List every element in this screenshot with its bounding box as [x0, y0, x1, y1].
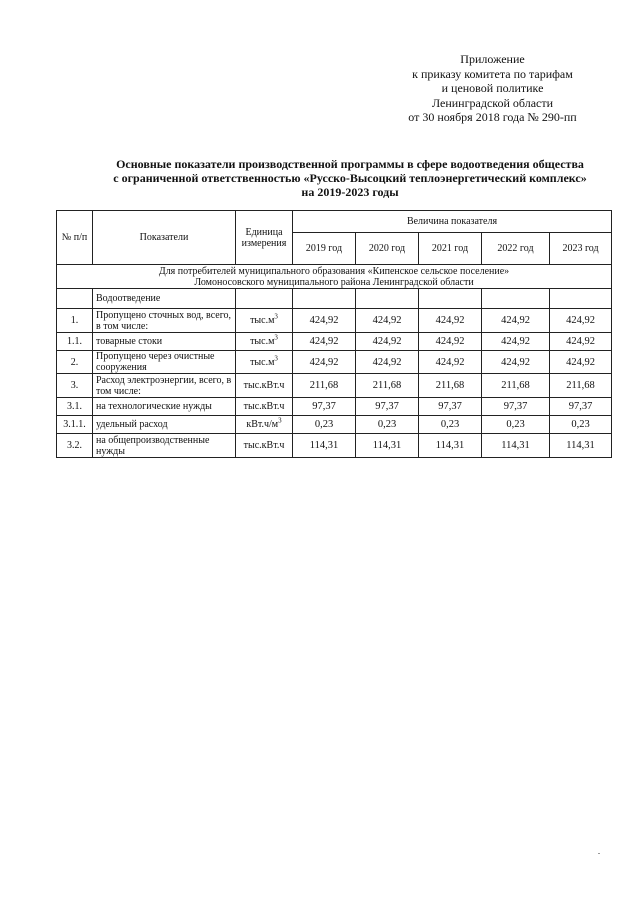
row-indicator: товарные стоки: [93, 333, 236, 351]
document-title: [80, 157, 620, 199]
appendix-line: Ленинградской области: [431, 95, 554, 110]
table-row: [57, 434, 612, 458]
appendix-line: и ценовой политике: [441, 81, 544, 95]
row-indicator: на технологические нужды: [93, 398, 236, 416]
row-value: 97,37: [550, 398, 612, 416]
row-unit: [236, 434, 293, 458]
empty-cell: [550, 289, 612, 309]
row-unit: [236, 333, 293, 351]
appendix-block: [380, 52, 605, 125]
scan-dot: [598, 853, 600, 854]
unit-base: тыс.м: [250, 336, 275, 347]
row-num: 3.1.: [57, 398, 93, 416]
appendix-line: к приказу комитета по тарифам: [412, 66, 573, 81]
title-line: Основные показатели производственной программы в сфере водоотведения общества: [116, 157, 584, 171]
unit-base: тыс.кВт.ч: [243, 440, 285, 451]
row-value: 211,68: [419, 374, 482, 398]
row-value: 424,92: [419, 351, 482, 374]
row-value: 114,31: [356, 434, 419, 458]
header-row: [57, 211, 612, 233]
group-num-cell: [57, 289, 93, 309]
header-year: 2021 год: [419, 233, 482, 265]
empty-cell: [236, 289, 293, 309]
empty-cell: [482, 289, 550, 309]
row-value: 114,31: [419, 434, 482, 458]
row-value: 424,92: [293, 351, 356, 374]
row-value: 97,37: [356, 398, 419, 416]
row-value: 0,23: [293, 416, 356, 434]
row-value: 0,23: [482, 416, 550, 434]
row-num: 3.: [57, 374, 93, 398]
unit-base: тыс.м: [250, 315, 275, 326]
row-value: 97,37: [293, 398, 356, 416]
row-unit: [236, 374, 293, 398]
section-row: [57, 265, 612, 289]
row-indicator: Пропущено через очистные сооружения: [93, 351, 236, 374]
row-value: 114,31: [482, 434, 550, 458]
header-indicator: Показатели: [93, 211, 236, 265]
unit-base: тыс.кВт.ч: [243, 401, 285, 412]
table-row: [57, 416, 612, 434]
unit-base: тыс.м: [250, 356, 275, 368]
row-value: 0,23: [550, 416, 612, 434]
row-indicator: Расход электроэнергии, всего, в том числе:: [93, 374, 236, 398]
header-year: 2020 год: [356, 233, 419, 265]
header-value-group: Величина показателя: [293, 211, 612, 233]
header-unit: Единица измерения: [236, 211, 293, 265]
unit-superscript: 3: [274, 333, 278, 342]
header-year: 2019 год: [293, 233, 356, 265]
row-unit: [236, 398, 293, 416]
row-value: 114,31: [293, 434, 356, 458]
row-unit: [236, 416, 293, 434]
row-value: 424,92: [293, 333, 356, 351]
row-indicator: удельный расход: [93, 416, 236, 434]
table-row: [57, 333, 612, 351]
row-num: 1.: [57, 309, 93, 333]
row-value: 424,92: [550, 351, 612, 374]
row-value: 424,92: [482, 333, 550, 351]
row-value: 424,92: [419, 333, 482, 351]
indicators-table: [56, 210, 612, 458]
title-line: с ограниченной ответственностью «Русско-Высоцкий теплоэнергетический комплекс»: [113, 171, 587, 185]
row-value: 211,68: [293, 374, 356, 398]
row-value: 424,92: [356, 351, 419, 374]
header-num: № п/п: [57, 211, 93, 265]
row-value: 114,31: [550, 434, 612, 458]
row-value: 0,23: [356, 416, 419, 434]
row-num: 2.: [57, 351, 93, 374]
row-value: 424,92: [482, 351, 550, 374]
empty-cell: [356, 289, 419, 309]
row-value: 97,37: [482, 398, 550, 416]
row-value: 424,92: [482, 309, 550, 333]
title-line: на 2019-2023 годы: [301, 185, 399, 199]
table-row: [57, 398, 612, 416]
row-indicator: на общепроизводственные нужды: [93, 434, 236, 458]
section-line: Ломоносовского муниципального района Ленинградской области: [194, 276, 474, 288]
unit-superscript: 3: [274, 354, 278, 363]
row-num: 1.1.: [57, 333, 93, 351]
group-label: Водоотведение: [93, 289, 236, 309]
table-row: [57, 351, 612, 374]
row-value: 211,68: [356, 374, 419, 398]
header-year: 2022 год: [482, 233, 550, 265]
table-row: [57, 374, 612, 398]
table-row: [57, 309, 612, 333]
row-value: 424,92: [356, 309, 419, 333]
row-value: 424,92: [419, 309, 482, 333]
row-unit: [236, 309, 293, 333]
header-year: 2023 год: [550, 233, 612, 265]
section-line: Для потребителей муниципального образования «Кипенское сельское поселение»: [158, 265, 510, 277]
row-value: 0,23: [419, 416, 482, 434]
row-num: 3.1.1.: [57, 416, 93, 434]
appendix-line: Приложение: [460, 52, 525, 66]
unit-superscript: 3: [278, 416, 282, 425]
row-value: 211,68: [482, 374, 550, 398]
row-value: 424,92: [550, 309, 612, 333]
row-value: 211,68: [550, 374, 612, 398]
unit-superscript: 3: [274, 312, 278, 321]
empty-cell: [293, 289, 356, 309]
unit-base: тыс.кВт.ч: [243, 380, 285, 391]
unit-base: кВт.ч/м: [246, 419, 279, 430]
section-caption: [57, 265, 612, 289]
row-value: 424,92: [293, 309, 356, 333]
row-value: 424,92: [550, 333, 612, 351]
row-value: 97,37: [419, 398, 482, 416]
row-indicator: Пропущено сточных вод, всего, в том числе:: [93, 309, 236, 333]
group-row: [57, 289, 612, 309]
row-num: 3.2.: [57, 434, 93, 458]
row-unit: [236, 351, 293, 374]
appendix-line: от 30 ноября 2018 года № 290-пп: [408, 110, 577, 124]
empty-cell: [419, 289, 482, 309]
row-value: 424,92: [356, 333, 419, 351]
